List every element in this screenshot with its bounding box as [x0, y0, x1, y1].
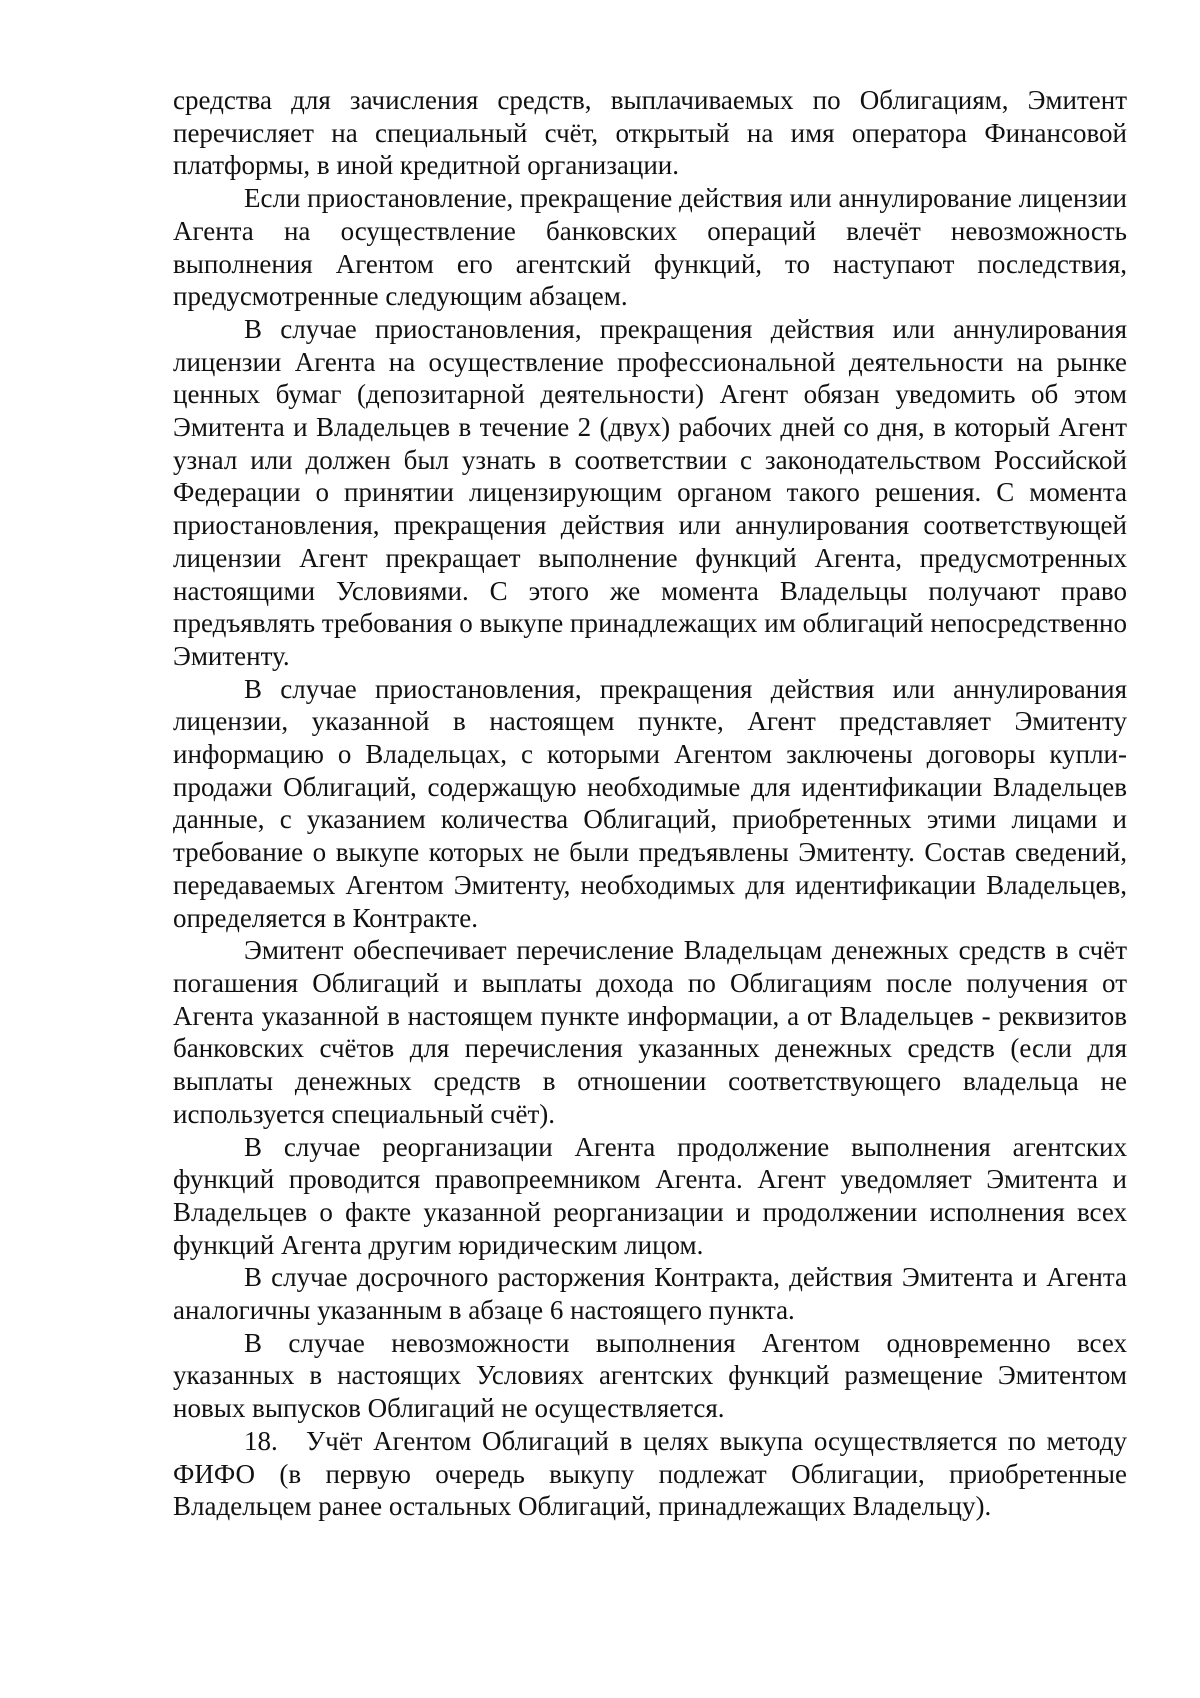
paragraph-reorganization: В случае реорганизации Агента продолжение выполнения агентских функций проводится правопреемником Агента. Агент уведомляет Эмитента и Владельцев о факте указанной реорганизации и продолжении исполнения всех функций Агента другим юридическим лицом. — [173, 1131, 1127, 1260]
item-number: 18. — [244, 1425, 278, 1456]
paragraph-issuer-payments: Эмитент обеспечивает перечисление Владельцам денежных средств в счёт погашения Облигаций и выплаты дохода по Облигациям после получения от Агента указанной в настоящем пункте информации, а от Владельцев - реквизитов банковских счётов для перечисления указанных денежных средств (если для выплаты денежных средств в отношении соответствующего владельца не используется специальный счёт). — [173, 935, 1127, 1129]
paragraph-new-issues: В случае невозможности выполнения Агентом одновременно всех указанных в настоящих Условиях агентских функций размещение Эмитентом новых выпусков Облигаций не осуществляется. — [173, 1327, 1127, 1424]
document-page — [173, 84, 1127, 1523]
paragraph-owner-info: В случае приостановления, прекращения действия или аннулирования лицензии, указанной в настоящем пункте, Агент представляет Эмитенту информацию о Владельцах, с которыми Агентом заключены договоры купли-продажи Облигаций, содержащую необходимые для идентификации Владельцев данные, с указанием количества Облигаций, приобретенных этими лицами и требование о выкупе которых не были предъявлены Эмитенту. Состав сведений, передаваемых Агентом Эмитенту, необходимых для идентификации Владельцев, определяется в Контракте. — [173, 673, 1127, 933]
item-text: Учёт Агентом Облигаций в целях выкупа осуществляется по методу ФИФО (в первую очередь выкупу подлежат Облигации, приобретенные Владельцем ранее остальных Облигаций, принадлежащих Владельцу). — [173, 1425, 1127, 1522]
paragraph-contract-termination: В случае досрочного расторжения Контракта, действия Эмитента и Агента аналогичны указанным в абзаце 6 настоящего пункта. — [173, 1262, 1127, 1326]
numbered-item-18 — [173, 1425, 1127, 1523]
paragraph-license-banking: Если приостановление, прекращение действия или аннулирование лицензии Агента на осуществление банковских операций влечёт невозможность выполнения Агентом его агентский функций, то наступают последствия, предусмотренные следующим абзацем. — [173, 183, 1127, 312]
paragraph-continuation: средства для зачисления средств, выплачиваемых по Облигациям, Эмитент перечисляет на специальный счёт, открытый на имя оператора Финансовой платформы, в иной кредитной организации. — [173, 85, 1127, 181]
paragraph-license-securities: В случае приостановления, прекращения действия или аннулирования лицензии Агента на осуществление профессиональной деятельности на рынке ценных бумаг (депозитарной деятельности) Агент обязан уведомить об этом Эмитента и Владельцев в течение 2 (двух) рабочих дней со дня, в который Агент узнал или должен был узнать в соответствии с законодательством Российской Федерации о принятии лицензирующим органом такого решения. С момента приостановления, прекращения действия или аннулирования соответствующей лицензии Агент прекращает выполнение функций Агента, предусмотренных настоящими Условиями. С этого же момента Владельцы получают право предъявлять требования о выкупе принадлежащих им облигаций непосредственно Эмитенту. — [173, 313, 1127, 671]
